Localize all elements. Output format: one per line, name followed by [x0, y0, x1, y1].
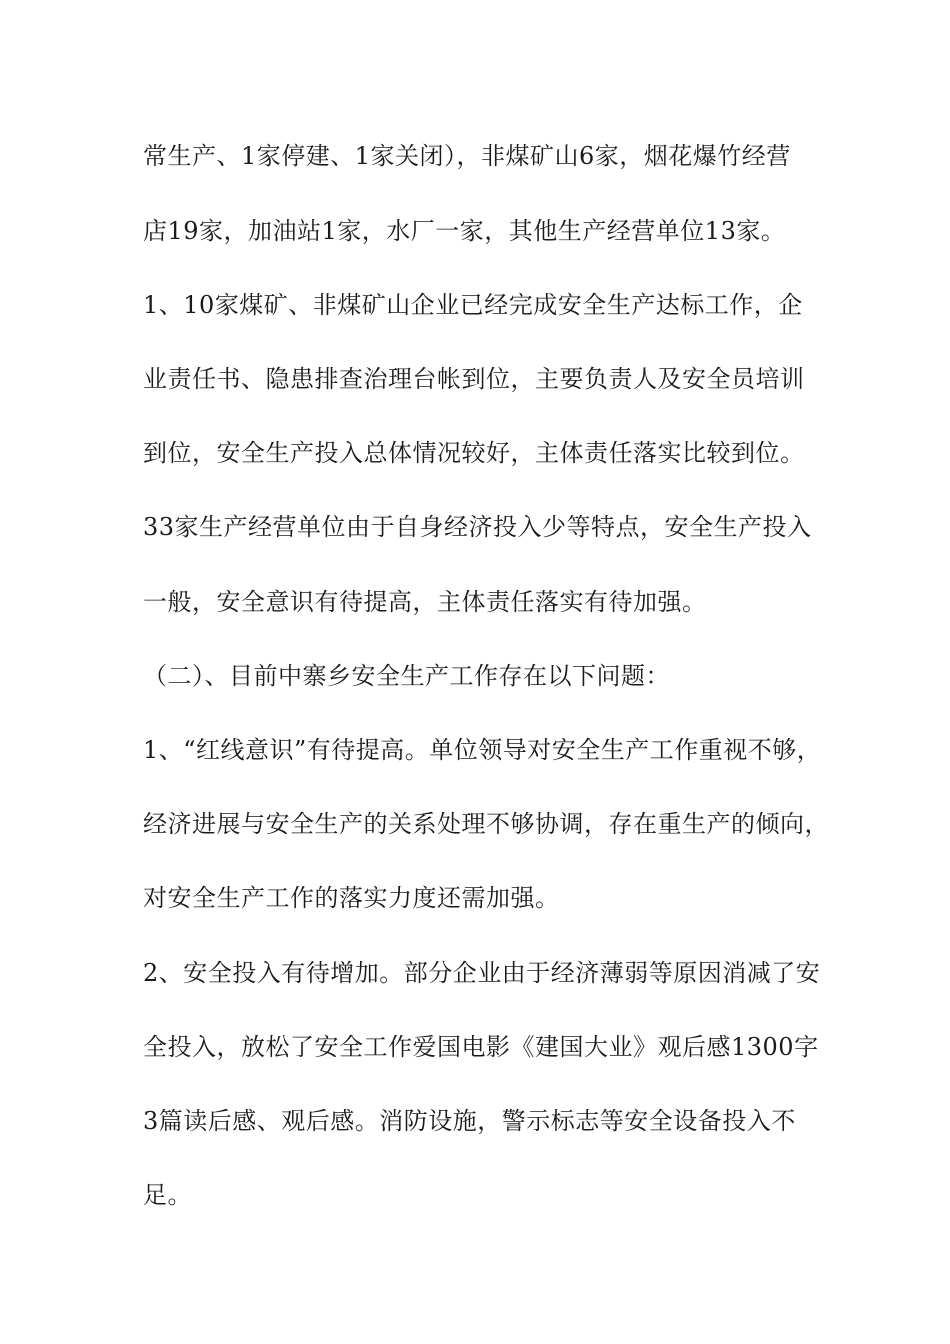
- text-line: 店19家，加油站1家，水厂一家，其他生产经营单位13家。: [143, 217, 786, 245]
- text-line: 对安全生产工作的落实力度还需加强。: [143, 884, 560, 912]
- text-line: 3篇读后感、观后感。消防设施，警示标志等安全设备投入不: [143, 1107, 796, 1135]
- text-line: 常生产、1家停建、1家关闭），非煤矿山6家，烟花爆竹经营: [143, 142, 791, 170]
- text-line: 业责任书、隐患排查治理台帐到位，主要负责人及安全员培训: [143, 365, 805, 393]
- text-line: 2、安全投入有待增加。部分企业由于经济薄弱等原因消减了安: [143, 959, 821, 987]
- text-line: 33家生产经营单位由于自身经济投入少等特点，安全生产投入: [143, 513, 812, 541]
- text-line: 1、10家煤矿、非煤矿山企业已经完成安全生产达标工作，企: [143, 291, 803, 319]
- section-heading: （二）、目前中寨乡安全生产工作存在以下问题：: [143, 662, 670, 690]
- text-line: 到位，安全生产投入总体情况较好，主体责任落实比较到位。: [143, 439, 805, 467]
- text-line: 足。: [143, 1181, 192, 1209]
- text-line: 全投入，放松了安全工作爱国电影《建国大业》观后感1300字: [143, 1033, 819, 1061]
- text-line: 1、“红线意识”有待提高。单位领导对安全生产工作重视不够，: [143, 736, 822, 764]
- text-line: 经济进展与安全生产的关系处理不够协调，存在重生产的倾向，: [143, 810, 829, 838]
- text-line: 一般，安全意识有待提高，主体责任落实有待加强。: [143, 588, 707, 616]
